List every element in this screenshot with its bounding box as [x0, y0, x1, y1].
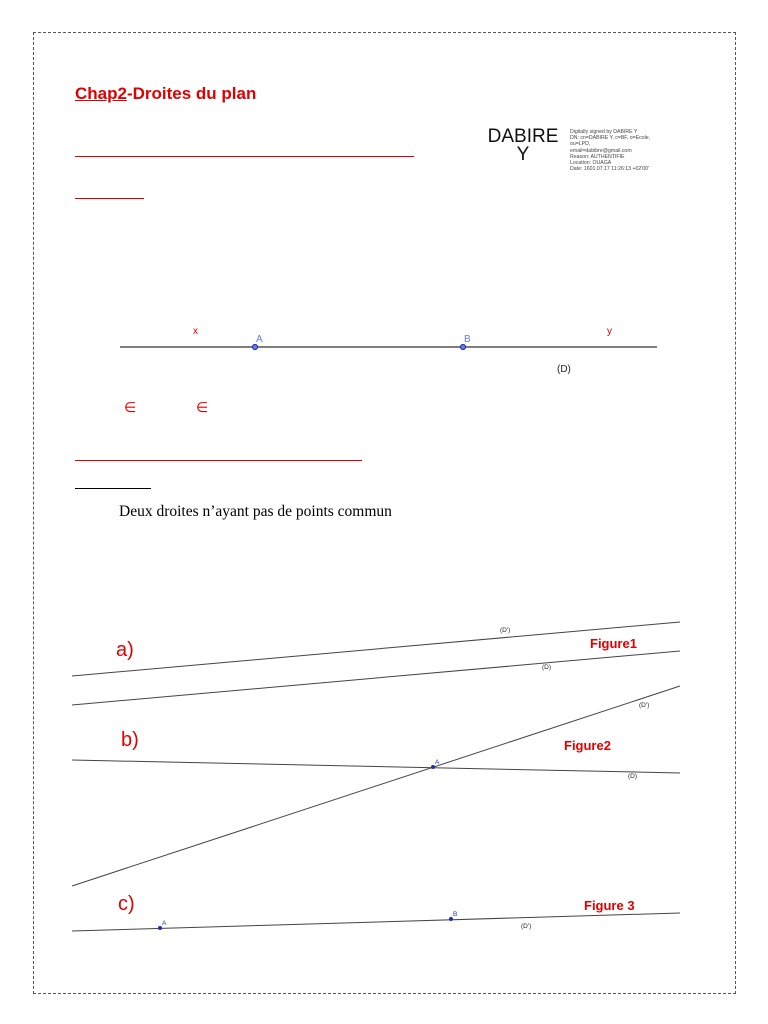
figure-2-line-d [72, 760, 680, 773]
point-b-label: B [464, 334, 471, 345]
title-text: -Droites du plan [126, 84, 257, 103]
figure-3 [72, 893, 680, 931]
signature-detail-line: ou=LPD, [570, 141, 591, 148]
figure-2-letter: b) [121, 729, 139, 751]
figure-3-caption: Figure 3 [584, 898, 635, 913]
signature-detail-line: Location: OUAGA [570, 160, 612, 167]
signature-detail-line: Reason: AUTHENTIFIE [570, 153, 625, 160]
signature-name-line1: DABIRE [487, 126, 559, 147]
figure-3-label-d-prime: (D') [521, 923, 532, 930]
signature-detail-line: DN: cn=DABIRE Y, c=BF, o=Ecole, [570, 135, 651, 142]
figure-3-letter: c) [118, 893, 135, 915]
figure-1-line-d-prime [72, 622, 680, 676]
signature-detail-line: Digitally signed by DABIRE Y [570, 129, 638, 135]
signature-detail-line: Date: 1601.07.17 11:26:13 +02'00' [570, 166, 650, 173]
figure-3-point-a-label: A [162, 920, 167, 927]
figure-1 [72, 622, 680, 705]
label-y: y [607, 326, 612, 337]
definition-paragraph: Deux droites n’ayant pas de points commun [119, 503, 392, 520]
figure-1-label-d: (D) [542, 664, 552, 671]
signature-name-line2: Y [516, 144, 530, 165]
signature-detail-line: email=dabibre@gmail.com [570, 147, 632, 154]
figure-2 [72, 686, 680, 886]
figure-1-label-d-prime: (D') [500, 627, 511, 634]
title-chapter: Chap2 [75, 84, 127, 103]
point-a-label: A [256, 334, 263, 345]
figure-1-line-d [72, 651, 680, 705]
figure-1-caption: Figure1 [590, 636, 637, 651]
figure-1-letter: a) [116, 639, 134, 661]
figure-3-point-b-label: B [453, 911, 458, 918]
line-d-label: (D) [557, 364, 571, 375]
figure-2-line-d-prime [72, 686, 680, 886]
figure-2-point-label: A [435, 759, 440, 766]
figure-2-label-d-prime: (D') [639, 702, 650, 709]
label-x: x [193, 326, 198, 337]
figure-2-caption: Figure2 [564, 738, 611, 753]
element-of-symbol: ∈ [124, 401, 137, 416]
figure-2-label-d: (D) [628, 773, 638, 780]
element-of-symbol: ∈ [196, 401, 209, 416]
